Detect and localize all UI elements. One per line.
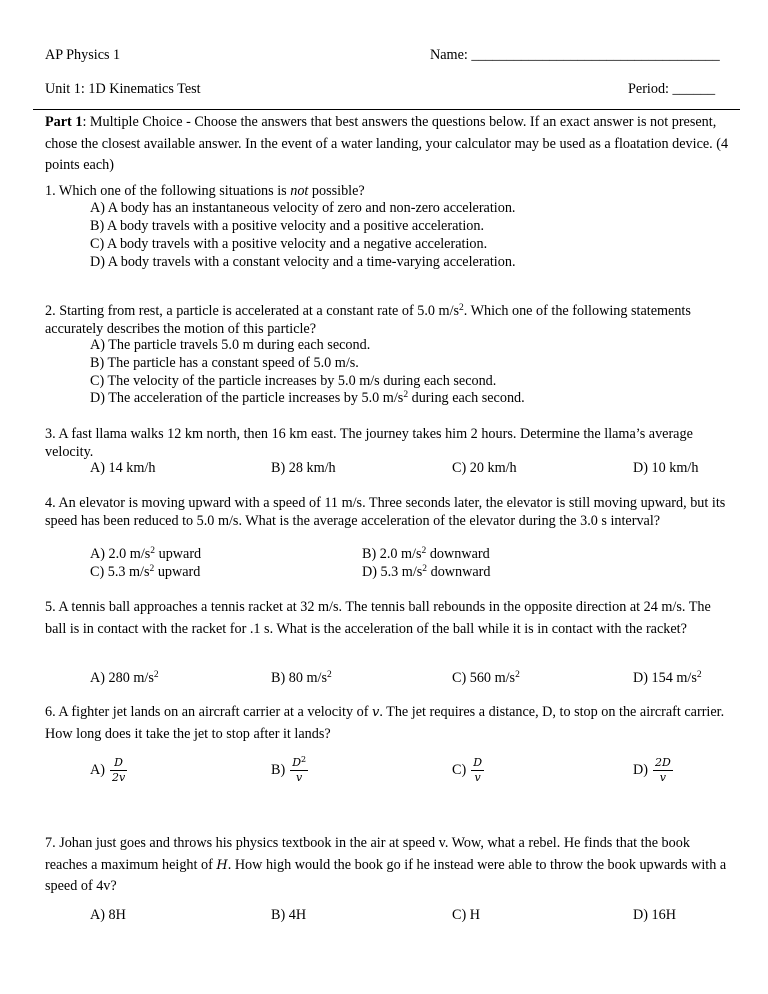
q6-option-c[interactable] [452, 756, 484, 785]
q2-option-d-post: during each second. [408, 390, 525, 406]
q4-option-c[interactable] [90, 564, 200, 581]
q2-option-d[interactable] [90, 390, 525, 407]
name-blank[interactable]: ___________________________________ [471, 47, 720, 63]
q6-c-denominator: v [474, 771, 481, 784]
q4-option-a[interactable] [90, 546, 201, 563]
question-5: 5. A tennis ball approaches a tennis racket at 32 m/s. The tennis ball rebounds in the opposite direction at 24 m/s. The ball is in contact with the racket for .1 s. What is the acceleration of the ball while it is in contact with the racket? [45, 599, 711, 637]
q6-option-a[interactable] [90, 756, 127, 785]
name-label: Name: [430, 47, 468, 63]
q6-b-label: B) [271, 762, 286, 778]
q1-option-c[interactable]: C) A body travels with a positive velocity and a negative acceleration. [90, 236, 488, 252]
q4-option-d[interactable] [362, 564, 490, 581]
period-line [628, 80, 715, 99]
q6-d-numerator [653, 756, 673, 771]
q5-c-pre: C) 560 m/s [452, 670, 516, 686]
q5-b-sup: 2 [326, 670, 332, 680]
question-4: 4. An elevator is moving upward with a speed of 11 m/s. Three seconds later, the elevator is still moving upward, but its speed has been reduced to 5.0 m/s. What is the average acceleration of the elevator during the 3.0 s interval? [45, 495, 726, 529]
q4-option-b[interactable] [362, 546, 490, 563]
q2-superscript: 2 [459, 303, 464, 313]
q7-text-post: . How high would the book go if he instead were able to throw the book upwards with a speed of 4v? [45, 856, 727, 894]
q4-c-pre: C) 5.3 m/s [90, 564, 150, 580]
q2-text-post: . Which one of the following statements accurately describes the motion of this particle? [45, 303, 691, 337]
q5-a-pre: A) 280 m/s [90, 670, 154, 686]
part1-text: : Multiple Choice - Choose the answers that best answers the questions below. If an exact answer is not present, chose the closest available answer. In the event of a water landing, your calculator may be used as a floatation device. (4 points each) [45, 114, 729, 173]
course-title: AP Physics 1 [45, 47, 121, 63]
unit-title: Unit 1: 1D Kinematics Test [45, 81, 201, 97]
q6-option-b[interactable] [271, 756, 308, 785]
q1-option-d[interactable]: D) A body travels with a constant velocity and a time-varying acceleration. [90, 254, 516, 270]
q3-option-a[interactable]: A) 14 km/h [90, 460, 156, 476]
q2-text-pre: 2. Starting from rest, a particle is accelerated at a constant rate of 5.0 m/s [45, 303, 460, 319]
period-blank[interactable]: ______ [672, 81, 716, 97]
q6-d-num-text: 2D [654, 756, 671, 769]
q4-a-pre: A) 2.0 m/s [90, 546, 151, 562]
q3-option-d[interactable]: D) 10 km/h [633, 460, 699, 476]
q6-b-denominator: v [296, 771, 303, 784]
q4-b-post: downward [426, 546, 490, 562]
q1-text-post: possible? [308, 183, 365, 199]
q5-a-sup: 2 [153, 670, 159, 680]
name-line [430, 46, 720, 65]
q5-option-d[interactable] [633, 670, 702, 687]
q6-a-fraction [110, 756, 127, 785]
q5-b-pre: B) 80 m/s [271, 670, 327, 686]
q1-option-a[interactable]: A) A body has an instantaneous velocity of zero and non-zero acceleration. [90, 200, 516, 216]
q7-option-b[interactable]: B) 4H [271, 907, 307, 923]
q6-option-d[interactable] [633, 756, 673, 785]
q6-c-fraction [471, 756, 484, 785]
q7-option-d[interactable]: D) 16H [633, 907, 676, 923]
q6-b-fraction [290, 756, 308, 785]
q4-d-post: downward [427, 564, 491, 580]
q1-text-pre: 1. Which one of the following situations is [45, 183, 291, 199]
q6-c-label: C) [452, 762, 467, 778]
q7-option-c[interactable]: C) H [452, 907, 480, 923]
q5-d-sup: 2 [696, 670, 702, 680]
q6-d-label: D) [633, 762, 648, 778]
q7-text-pre: 7. Johan just goes and throws his physics textbook in the air at speed v. Wow, what a rebel. He finds that the book reaches a maximum height of [45, 835, 690, 873]
q4-b-pre: B) 2.0 m/s [362, 546, 422, 562]
q5-c-sup: 2 [515, 670, 520, 680]
q5-d-pre: D) 154 m/s [633, 670, 697, 686]
question-6 [45, 702, 729, 745]
q4-c-sup: 2 [149, 564, 155, 574]
question-7 [45, 833, 729, 898]
q4-a-sup: 2 [150, 546, 156, 556]
q4-c-post: upward [154, 564, 201, 580]
q4-a-post: upward [155, 546, 202, 562]
q5-option-c[interactable] [452, 670, 520, 687]
q5-option-a[interactable] [90, 670, 159, 687]
q6-d-denominator: v [659, 771, 666, 784]
q6-a-denominator: 2v [111, 771, 126, 784]
q6-d-fraction [653, 756, 673, 785]
q4-d-pre: D) 5.3 m/s [362, 564, 423, 580]
header-divider [33, 109, 740, 110]
q6-b-numerator [290, 756, 308, 771]
q2-option-b[interactable]: B) The particle has a constant speed of 5.0 m/s. [90, 355, 359, 371]
q4-b-sup: 2 [421, 546, 427, 556]
q3-option-c[interactable]: C) 20 km/h [452, 460, 517, 476]
q2-option-c[interactable]: C) The velocity of the particle increases by 5.0 m/s during each second. [90, 373, 497, 389]
q6-c-num-text: D [473, 756, 483, 769]
q1-emphasis: not [290, 183, 309, 199]
q6-variable: v [371, 705, 380, 720]
q6-a-label: A) [90, 762, 105, 778]
q6-text-post: . The jet requires a distance, D, to stop on the aircraft carrier. How long does it take the jet to stop after it lands? [45, 704, 725, 742]
part1-instructions [45, 112, 729, 177]
question-2 [45, 302, 729, 338]
period-label: Period: [628, 81, 669, 97]
q7-option-a[interactable]: A) 8H [90, 907, 126, 923]
q6-b-num-sup: 2 [301, 755, 307, 764]
part1-label: Part 1 [45, 114, 83, 130]
q4-d-sup: 2 [422, 564, 428, 574]
q5-option-b[interactable] [271, 670, 332, 687]
q6-a-num-text: D [114, 756, 123, 769]
q2-option-a[interactable]: A) The particle travels 5.0 m during each second. [90, 337, 371, 353]
q6-a-numerator [110, 756, 127, 771]
q3-option-b[interactable]: B) 28 km/h [271, 460, 336, 476]
q1-option-b[interactable]: B) A body travels with a positive velocity and a positive acceleration. [90, 218, 484, 234]
q6-b-num-text: D [292, 756, 302, 769]
question-1 [45, 182, 729, 200]
question-3: 3. A fast llama walks 12 km north, then 16 km east. The journey takes him 2 hours. Determine the llama’s average velocity. [45, 426, 693, 460]
q2-option-d-pre: D) The acceleration of the particle increases by 5.0 m/s [90, 390, 404, 406]
q6-text-pre: 6. A fighter jet lands on an aircraft carrier at a velocity of [45, 704, 372, 720]
q7-variable: H [216, 857, 228, 873]
q2-option-d-sup: 2 [403, 390, 409, 400]
q6-c-numerator [471, 756, 484, 771]
